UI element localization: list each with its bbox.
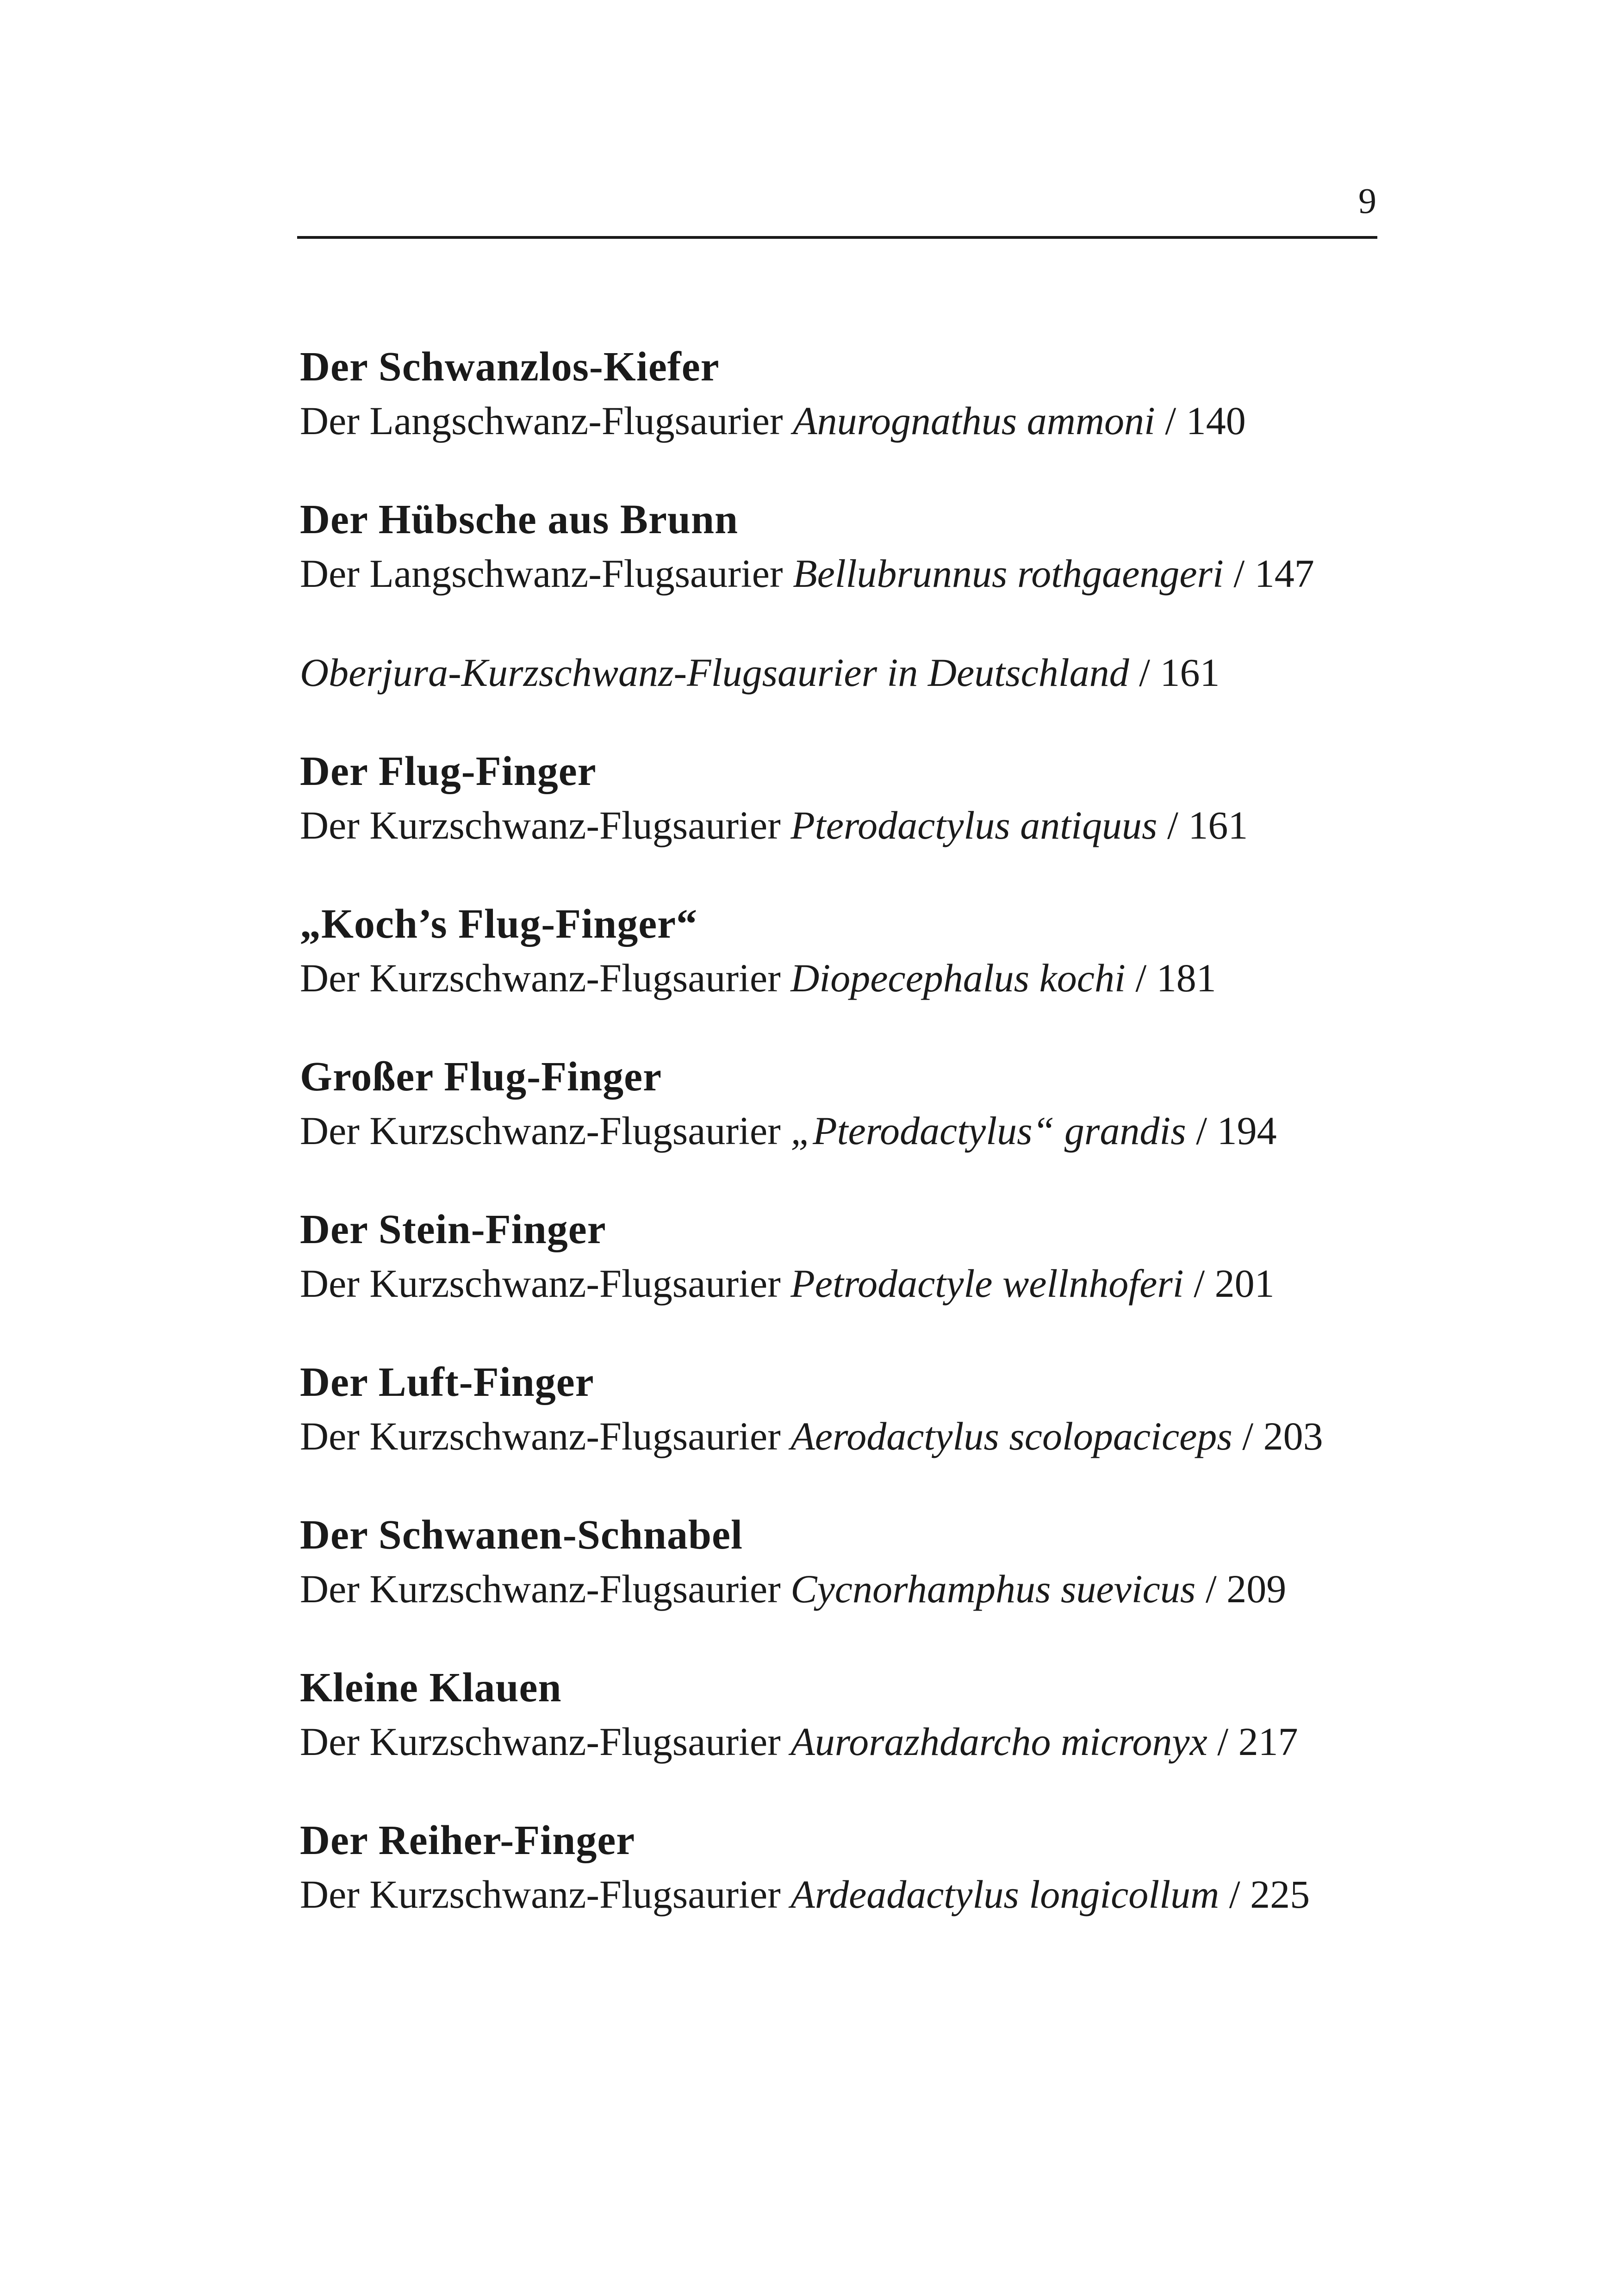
entry-page: 161 [1188,803,1248,847]
entry-subtitle [300,1867,1411,1921]
table-of-contents [300,340,1411,1921]
entry-species: Pterodactylus antiquus [790,803,1157,847]
entry-page: 194 [1217,1108,1277,1153]
entry-species: „Pterodactylus“ grandis [790,1108,1186,1153]
toc-entry [300,1508,1411,1616]
toc-entry [300,1050,1411,1157]
entry-subtitle [300,1257,1411,1310]
entry-subtitle [300,547,1411,600]
entry-page: 147 [1254,551,1314,596]
entry-subtitle [300,1409,1411,1463]
entry-separator: / [1233,551,1245,596]
entry-separator: / [1135,956,1147,1000]
entry-prefix: Der Kurzschwanz-Flugsaurier [300,956,781,1000]
entry-subtitle [300,1104,1411,1157]
entry-title: Der Schwanzlos-Kiefer [300,344,720,390]
entry-species: Anurognathus ammoni [793,398,1155,443]
entry-page: 209 [1226,1567,1287,1611]
entry-title: Großer Flug-Finger [300,1054,662,1100]
entry-separator: / [1167,803,1178,847]
entry-title: Der Stein-Finger [300,1207,606,1252]
entry-prefix: Der Kurzschwanz-Flugsaurier [300,1108,781,1153]
toc-entry [300,1203,1411,1310]
entry-subtitle [300,394,1411,448]
entry-separator: / [1139,650,1151,695]
entry-species: Ardeadactylus longicollum [790,1872,1220,1916]
entry-species: Aurorazhdarcho micronyx [790,1719,1207,1764]
entry-species: Cycnorhamphus suevicus [790,1567,1196,1611]
entry-subtitle [300,1715,1411,1768]
section-heading [300,646,1411,699]
entry-title: Der Reiher-Finger [300,1817,635,1863]
entry-subtitle [300,1562,1411,1616]
toc-entry [300,1814,1411,1921]
entry-separator: / [1196,1108,1207,1153]
entry-separator: / [1165,398,1176,443]
page-number: 9 [1358,180,1376,221]
entry-subtitle [300,798,1411,852]
entry-page: 203 [1263,1414,1323,1458]
entry-species: Petrodactyle wellnhoferi [790,1261,1184,1306]
entry-separator: / [1217,1719,1229,1764]
entry-species: Aerodactylus scolopaciceps [790,1414,1232,1458]
toc-entry [300,1356,1411,1463]
toc-entry [300,340,1411,448]
entry-page: 140 [1186,398,1246,443]
entry-separator: / [1229,1872,1240,1916]
entry-prefix: Der Langschwanz-Flugsaurier [300,398,783,443]
header-rule [297,236,1377,239]
entry-title: Der Flug-Finger [300,748,597,794]
entry-separator: / [1194,1261,1205,1306]
entry-prefix: Der Langschwanz-Flugsaurier [300,551,783,596]
entry-page: 225 [1250,1872,1310,1916]
entry-prefix: Der Kurzschwanz-Flugsaurier [300,1872,781,1916]
entry-title: „Koch’s Flug-Finger“ [300,901,698,947]
entry-species: Diopecephalus kochi [790,956,1126,1000]
entry-title: Kleine Klauen [300,1665,562,1711]
entry-prefix: Der Kurzschwanz-Flugsaurier [300,1567,781,1611]
entry-page: 161 [1160,650,1220,695]
toc-section-entry [300,646,1411,699]
entry-species: Bellubrunnus rothgaengeri [793,551,1224,596]
entry-prefix: Der Kurzschwanz-Flugsaurier [300,1414,781,1458]
entry-title: Der Luft-Finger [300,1359,594,1405]
entry-prefix: Der Kurzschwanz-Flugsaurier [300,1261,781,1306]
entry-title: Der Schwanen-Schnabel [300,1512,743,1558]
entry-page: 217 [1238,1719,1298,1764]
entry-page: 181 [1156,956,1216,1000]
toc-entry [300,1661,1411,1768]
entry-prefix: Der Kurzschwanz-Flugsaurier [300,1719,781,1764]
entry-separator: / [1242,1414,1254,1458]
entry-prefix: Der Kurzschwanz-Flugsaurier [300,803,781,847]
toc-entry [300,493,1411,600]
section-title: Oberjura-Kurzschwanz-Flugsaurier in Deutschland [300,650,1129,695]
entry-title: Der Hübsche aus Brunn [300,497,739,542]
entry-separator: / [1205,1567,1217,1611]
entry-page: 201 [1214,1261,1275,1306]
toc-entry [300,745,1411,852]
entry-subtitle [300,951,1411,1005]
toc-entry [300,897,1411,1005]
